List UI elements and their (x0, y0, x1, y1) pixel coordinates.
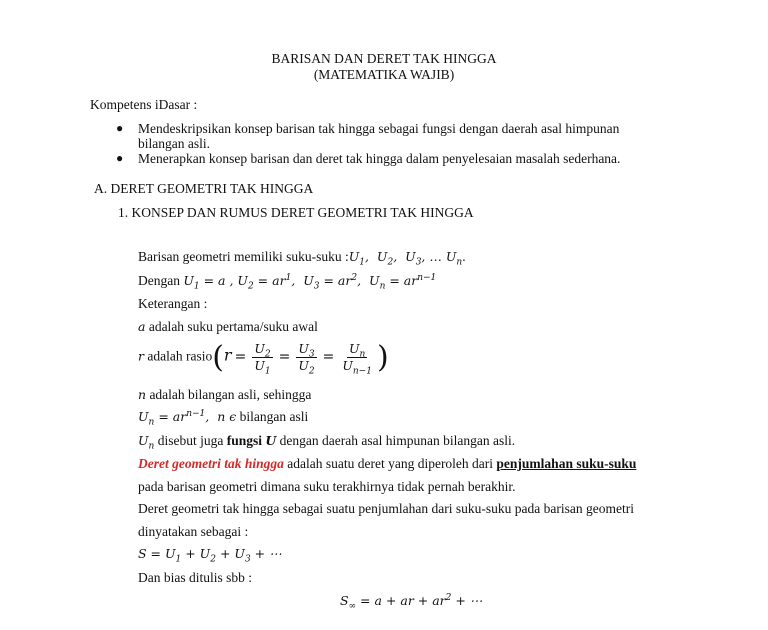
barisan-line: Barisan geometri memiliki suku-suku $:U_1$, $U_2$, $U_3$, … $U_n$. (138, 249, 466, 268)
subsection-1-heading: 1. KONSEP DAN RUMUS DERET GEOMETRI TAK HINGGA (118, 205, 474, 220)
bullet-icon: ● (116, 121, 124, 135)
deret-def-line2: pada barisan geometri dimana suku terakhirnya tidak pernah berakhir. (138, 479, 516, 494)
deret2-line1: Deret geometri tak hingga sebagai suatu penjumlahan dari suku-suku pada barisan geometri (138, 501, 634, 516)
n-line (138, 387, 311, 403)
a-desc: adalah suku pertama/suku awal (145, 319, 318, 334)
barisan-formula: $U_1$, $U_2$, $U_3$, … $U_n$ (348, 249, 463, 268)
un-formula-line (138, 408, 309, 428)
un-fungsi: fungsi (226, 433, 266, 448)
deret-mid: adalah suatu deret yang diperoleh dari (283, 456, 497, 471)
doc-subtitle: (MATEMATIKA WAJIB) (313, 67, 455, 82)
un-formula: $U_n = ar^{n-1}$, n ϵ (138, 408, 237, 428)
dengan-line (138, 272, 437, 292)
sum-formula: $S = U_1 + U_2 + U_3$ + ⋯ (138, 546, 282, 565)
un-symbol: $U_n$ (138, 433, 155, 452)
ratio-formula: ( (212, 340, 224, 375)
infinite-sum-formula: $S_\infty = a$ + ar + $ar^2$ + ⋯ (340, 592, 483, 612)
dengan-formula: $U_1 = a$ , $U_2 = ar^1$, $U_3 = ar^2$, $U_n = ar^{n-1}$ (183, 272, 437, 292)
bullet-icon: ● (116, 151, 124, 165)
kompetensi-bullet-1-line2: bilangan asli. (138, 136, 210, 151)
n-in-text: bilangan asli (236, 409, 309, 424)
r-desc: adalah rasio (143, 348, 213, 364)
un-desc2: dengan daerah asal himpunan bilangan asli. (276, 433, 516, 448)
deret2-line2: dinyatakan sebagai : (138, 524, 249, 539)
kompetensi-bullet-1-line1: Mendeskripsikan konsep barisan tak hingga sebagai fungsi dengan daerah asal himpunan (138, 121, 620, 136)
kompetensi-bullet-2: Menerapkan konsep barisan dan deret tak hingga dalam penyelesaian masalah sederhana. (138, 151, 621, 166)
dengan-text: Dengan (138, 273, 184, 288)
deret-underlined: penjumlahan suku-suku (496, 456, 637, 471)
section-a-heading: A. DERET GEOMETRI TAK HINGGA (94, 181, 314, 196)
r-symbol: r (138, 348, 144, 364)
un-desc1: disebut juga (154, 433, 227, 448)
deret-def-line1 (138, 456, 636, 472)
a-line (138, 319, 318, 335)
n-desc: adalah bilangan asli, sehingga (146, 387, 312, 402)
keterangan-label: Keterangan : (138, 296, 208, 311)
un-desc-line: $U_n$ disebut juga fungsi U dengan daerah asal himpunan bilangan asli. (138, 433, 516, 452)
a-symbol: a (138, 319, 146, 334)
barisan-text: Barisan geometri memiliki suku-suku : (138, 249, 349, 264)
n-symbol: n (138, 387, 147, 402)
dan-bias-line: Dan bias ditulis sbb : (138, 570, 252, 585)
deret-term: Deret geometri tak hingga (138, 456, 284, 471)
doc-title: BARISAN DAN DERET TAK HINGGA (271, 51, 497, 66)
r-line: r adalah rasio(r = $\frac{U_2}{U_1}$ = $\frac{U_3}{U_2}$ = $\frac{U_n}{U_{n-1}}$ ) (138, 340, 389, 377)
kompetensi-heading: Kompetens iDasar : (90, 97, 198, 112)
